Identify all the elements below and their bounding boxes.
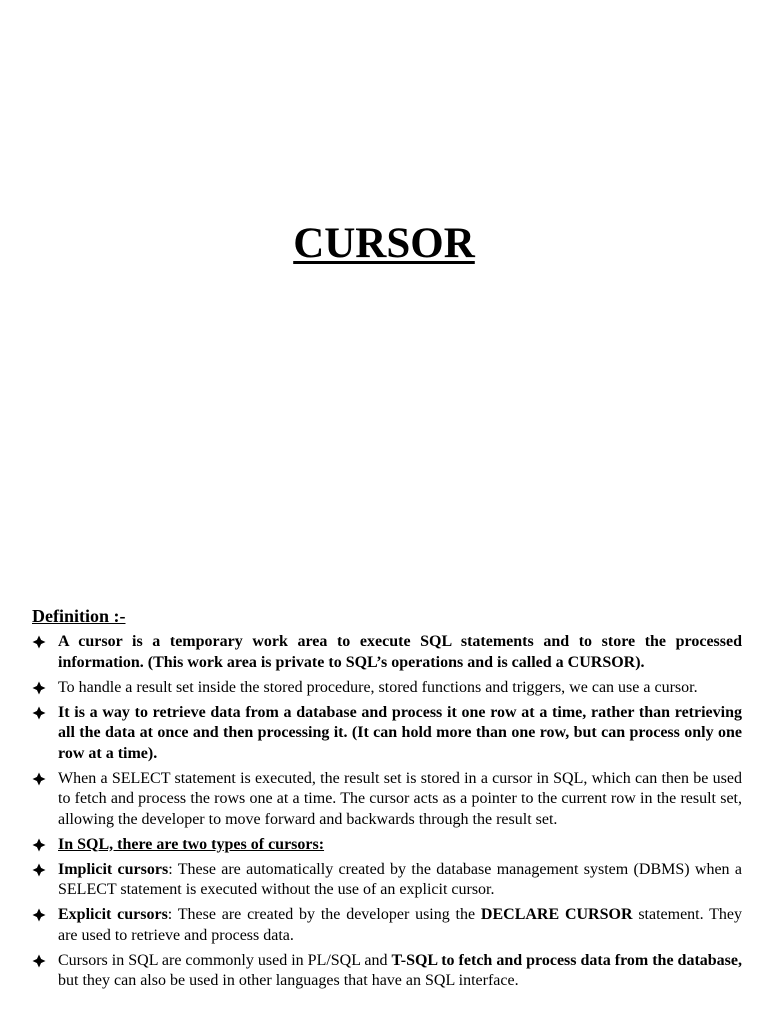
bullet-list bbox=[32, 632, 742, 992]
bullet-text: When a SELECT statement is executed, the result set is stored in a cursor in SQL, which can then be used to fetch and process the rows one at a time. The cursor acts as a pointer to the current row in the result set, allowing the developer to move forward and backwards through the result set. bbox=[58, 769, 742, 828]
bullet-item bbox=[32, 703, 742, 765]
definition-heading: Definition :- bbox=[32, 606, 126, 626]
bullet-text: In SQL, there are two types of cursors: bbox=[58, 835, 325, 853]
bullet-diamond-icon bbox=[32, 772, 46, 786]
bullet-diamond-icon bbox=[32, 908, 46, 922]
bullet-item bbox=[32, 905, 742, 946]
bullet-text: Implicit cursors bbox=[58, 860, 169, 878]
bullet-text: Cursors in SQL are commonly used in PL/SQL and bbox=[58, 951, 392, 969]
bullet-diamond-icon bbox=[32, 954, 46, 968]
bullet-text: To handle a result set inside the stored procedure, stored functions and triggers, we can use a cursor. bbox=[58, 678, 698, 696]
bullet-text: statement. They are used to retrieve and process data. bbox=[58, 906, 743, 944]
bullet-item bbox=[32, 951, 742, 992]
page-title: CURSOR bbox=[293, 220, 475, 267]
bullet-text: but they can also be used in other languages that have an SQL interface. bbox=[58, 972, 519, 989]
bullet-diamond-icon bbox=[32, 681, 46, 695]
bullet-diamond-icon bbox=[32, 838, 46, 852]
definition-section bbox=[32, 604, 742, 996]
bullet-text: A cursor is a temporary work area to execute SQL statements and to store the processed information. (This work area is private to SQL’s operations and is called a CURSOR). bbox=[58, 633, 742, 671]
bullet-diamond-icon bbox=[32, 635, 46, 649]
bullet-diamond-icon bbox=[32, 863, 46, 877]
bullet-item bbox=[32, 632, 742, 673]
bullet-diamond-icon bbox=[32, 706, 46, 720]
bullet-text: Explicit cursors bbox=[58, 906, 168, 923]
bullet-item bbox=[32, 835, 742, 856]
bullet-text: DECLARE CURSOR bbox=[480, 906, 633, 923]
bullet-item bbox=[32, 678, 742, 699]
bullet-item bbox=[32, 769, 742, 831]
bullet-item bbox=[32, 860, 742, 901]
bullet-text: : These are created by the developer using the bbox=[167, 906, 481, 923]
bullet-text: T-SQL to fetch and process data from the database, bbox=[391, 951, 743, 969]
bullet-text: It is a way to retrieve data from a database and process it one row at a time, rather than retrieving all the data at once and then processing it. (It can hold more than one row, but can process only one row at a time). bbox=[58, 703, 742, 762]
bullet-text: : These are automatically created by the database management system (DBMS) when a SELECT statement is executed without the use of an explicit cursor. bbox=[58, 860, 742, 898]
